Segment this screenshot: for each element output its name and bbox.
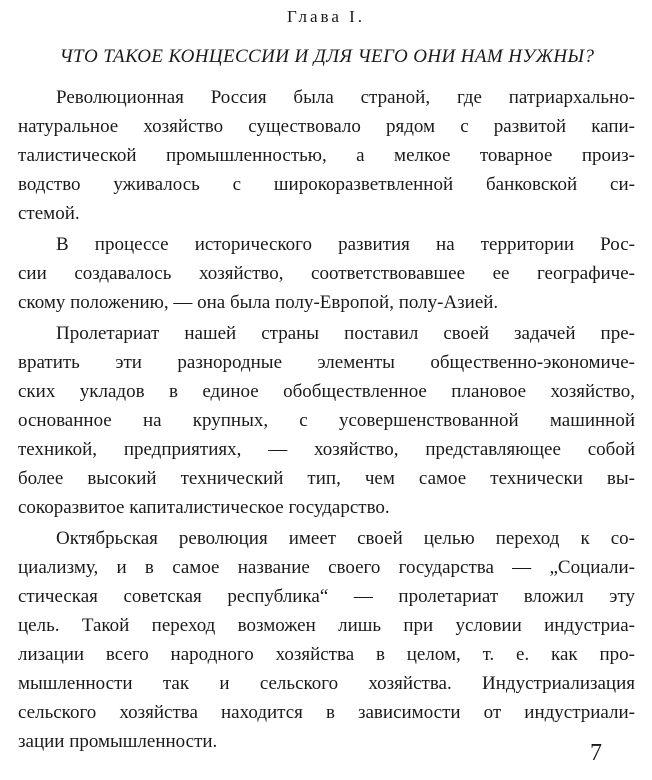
- text-line: стическая советская республика“ — пролетариат вложил эту: [18, 586, 635, 607]
- text-line: Революционная Россия была страной, где патриархально-: [56, 87, 635, 108]
- text-line: техникой, предприятиях, — хозяйство, представляющее собой: [18, 439, 635, 460]
- text-line: сии создавалось хозяйство, соответствовавшее ее географиче-: [18, 263, 635, 284]
- text-line: натуральное хозяйство существовало рядом с развитой капи-: [18, 116, 635, 137]
- chapter-title: ЧТО ТАКОЕ КОНЦЕССИИ И ДЛЯ ЧЕГО ОНИ НАМ НУЖНЫ?: [59, 46, 595, 67]
- text-line: Октябрьская революция имеет своей целью переход к со-: [56, 528, 635, 549]
- paragraph-2: [18, 230, 635, 317]
- text-line: водство уживалось с широкоразветвленной банковской си-: [18, 174, 635, 195]
- text-line: вратить эти разнородные элементы общественно-экономиче-: [18, 352, 635, 373]
- text-line: сокоразвитое капиталистическое государство.: [18, 497, 390, 518]
- text-line: талистической промышленностью, а мелкое товарное произ-: [18, 145, 635, 166]
- text-line: стемой.: [18, 203, 80, 224]
- text-line: циализму, и в самое название своего государства — „Социали-: [18, 557, 635, 578]
- text-line: Пролетариат нашей страны поставил своей задачей пре-: [56, 323, 635, 344]
- paragraph-3: [18, 319, 635, 522]
- text-line: сельского хозяйства находится в зависимости от индустриали-: [18, 702, 635, 723]
- paragraph-4: [18, 524, 635, 756]
- text-line: более высокий технический тип, чем самое технически вы-: [18, 468, 635, 489]
- text-line: мышленности так и сельского хозяйства. Индустриализация: [18, 673, 635, 694]
- text-line: цель. Такой переход возможен лишь при условии индустриа-: [18, 615, 635, 636]
- body-text: [18, 83, 635, 756]
- paragraph-1: [18, 83, 635, 228]
- text-line: лизации всего народного хозяйства в целом, т. е. как про-: [18, 644, 635, 665]
- text-line: скому положению, — она была полу-Европой, полу-Азией.: [18, 292, 499, 313]
- page-number: 7: [590, 740, 602, 766]
- text-line: основанное на крупных, с усовершенствованной машинной: [18, 410, 635, 431]
- text-line: зации промышленности.: [18, 731, 218, 752]
- text-line: В процессе исторического развития на территории Рос-: [56, 234, 635, 255]
- chapter-heading: Глава I.: [286, 7, 366, 26]
- text-line: ских укладов в единое обобществленное плановое хозяйство,: [18, 381, 635, 402]
